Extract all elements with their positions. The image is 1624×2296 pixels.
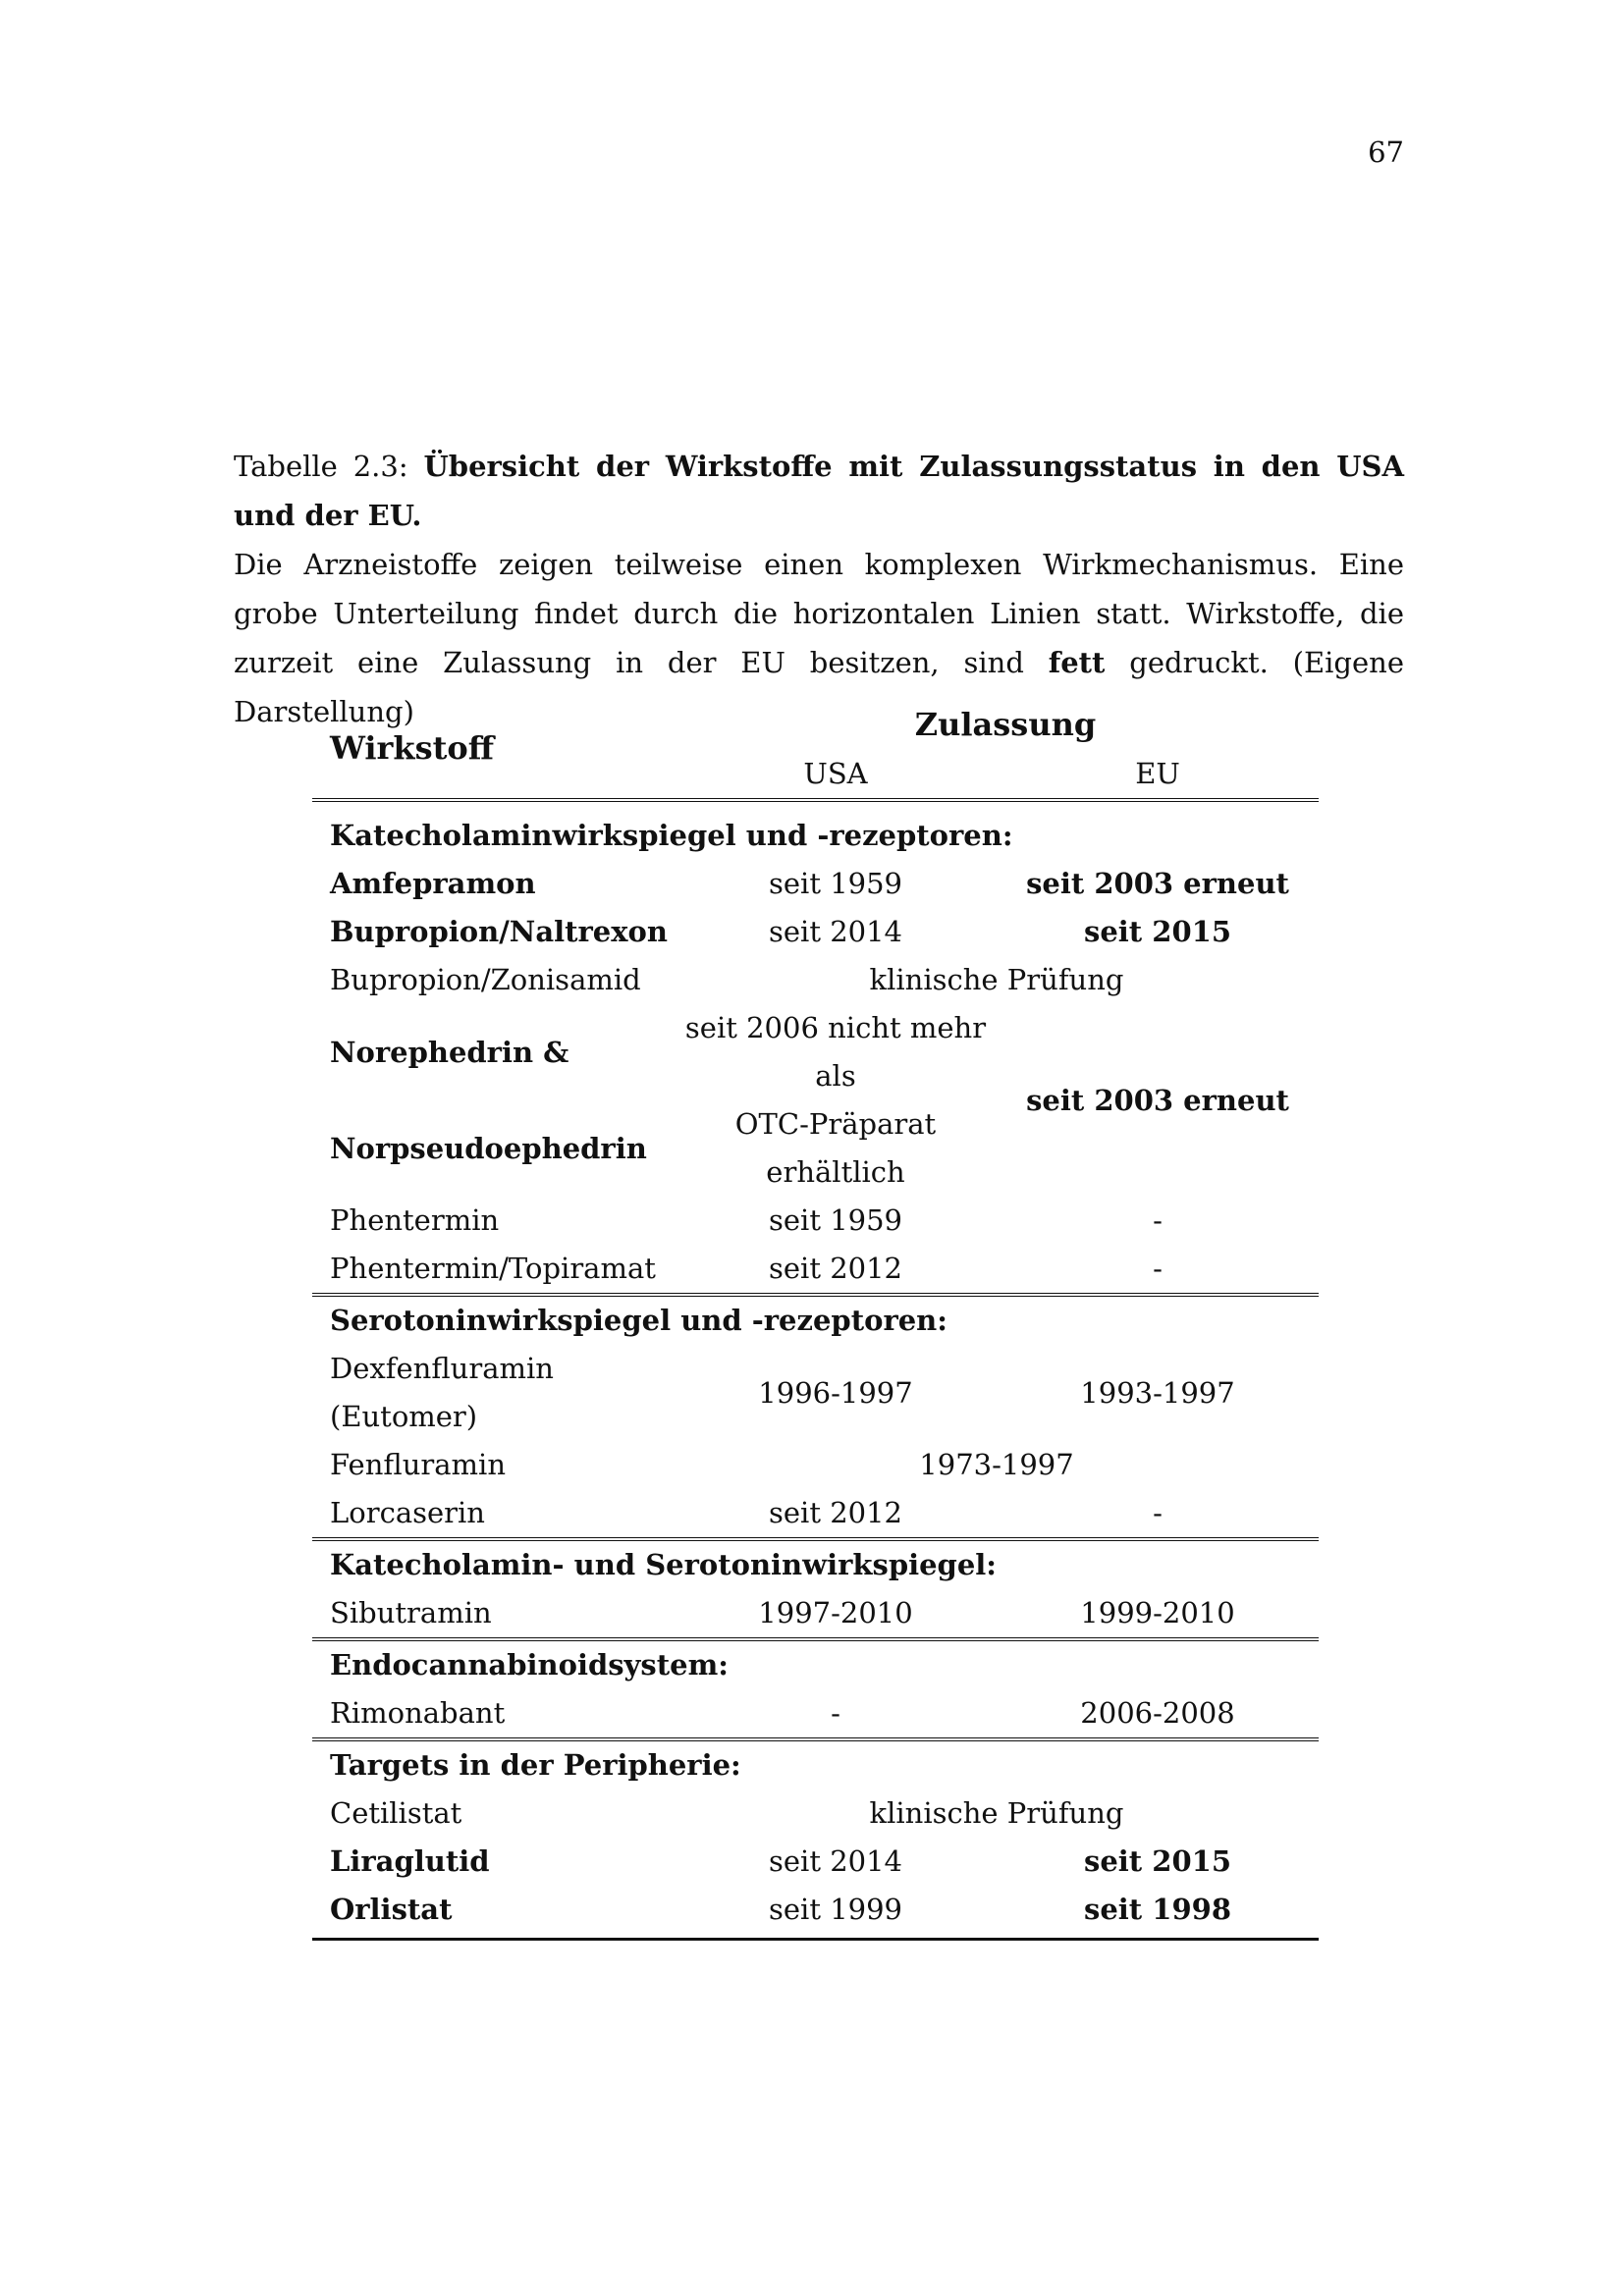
- table-row: [312, 908, 1319, 956]
- caption-text-part1: Die Arzneistoffe zeigen teilweise einen komplexen Wirkmechanismus. Eine grobe Unterteilung findet durch die horizontalen Linien statt. Wirkstoffe, die zurzeit eine Zulassung in der EU besitzen, sind: [234, 548, 1404, 679]
- merged-status: klinische Prüfung: [869, 963, 1124, 996]
- caption-text-bold: fett: [1048, 646, 1106, 679]
- table-row: [312, 1789, 1319, 1838]
- substance-name: Fenfluramin: [330, 1448, 506, 1481]
- header-approval: Zulassung: [914, 706, 1097, 743]
- usa-status: 1997-2010: [758, 1596, 913, 1629]
- eu-status: seit 2003 erneut: [1026, 867, 1289, 900]
- table-row: [312, 1838, 1319, 1886]
- header-substance: Wirkstoff: [330, 729, 494, 767]
- substance-name: Phentermin/Topiramat: [330, 1252, 656, 1285]
- eu-status: seit 2015: [1084, 1844, 1231, 1878]
- substance-name: Amfepramon: [330, 867, 536, 900]
- eu-status: -: [1153, 1252, 1163, 1285]
- usa-status: seit 2012: [769, 1496, 902, 1529]
- section-header-row: [312, 1539, 1319, 1589]
- section-title: Endocannabinoidsystem:: [312, 1639, 1319, 1689]
- section-header-row: [312, 1295, 1319, 1345]
- eu-status: 1999-2010: [1080, 1596, 1235, 1629]
- substance-name: Rimonabant: [330, 1696, 506, 1730]
- approval-table: [312, 699, 1319, 1941]
- usa-status: seit 1999: [675, 1886, 997, 1940]
- table-row: [312, 1441, 1319, 1489]
- merged-status: 1973-1997: [919, 1448, 1074, 1481]
- caption-text-part2: gedruckt. (Eigene Darstellung): [234, 646, 1404, 728]
- caption-title: Übersicht der Wirkstoffe mit Zulassungsstatus in den USA und der EU.: [234, 450, 1404, 532]
- eu-status: -: [1153, 1496, 1163, 1529]
- substance-name: Dexfenfluramin (Eutomer): [330, 1352, 554, 1433]
- substance-name: Lorcaserin: [330, 1496, 485, 1529]
- approval-table-container: [312, 699, 1319, 1941]
- section-header-row: [312, 1639, 1319, 1689]
- table-row: [312, 1245, 1319, 1295]
- table-row: [312, 1589, 1319, 1639]
- usa-status-line2: OTC-Präparat erhältlich: [734, 1107, 937, 1189]
- table-row: [312, 956, 1319, 1004]
- eu-status: 2006-2008: [1080, 1696, 1235, 1730]
- eu-status: -: [1153, 1203, 1163, 1237]
- substance-name-line1: Norephedrin &: [330, 1035, 569, 1069]
- eu-status: 1993-1997: [1080, 1375, 1235, 1410]
- eu-status: seit 1998: [997, 1886, 1319, 1940]
- eu-status: seit 2015: [1084, 915, 1231, 948]
- section-title: Targets in der Peripherie:: [312, 1739, 1319, 1789]
- table-row: [312, 1489, 1319, 1539]
- usa-status-line1: seit 2006 nicht mehr als: [684, 1011, 987, 1093]
- usa-status: -: [831, 1696, 840, 1730]
- usa-status: seit 2012: [769, 1252, 902, 1285]
- section-title: Katecholamin- und Serotoninwirkspiegel:: [312, 1539, 1319, 1589]
- table-row: [312, 1197, 1319, 1245]
- table-caption: [234, 442, 1404, 736]
- substance-name: Orlistat: [312, 1886, 675, 1940]
- table-row: [312, 1345, 1319, 1441]
- substance-name: Cetilistat: [330, 1796, 462, 1830]
- section-title: Serotoninwirkspiegel und -rezeptoren:: [312, 1295, 1319, 1345]
- caption-prefix: Tabelle 2.3:: [234, 450, 424, 483]
- merged-status: klinische Prüfung: [869, 1796, 1124, 1830]
- usa-status: seit 1959: [769, 867, 902, 900]
- usa-status: seit 1959: [769, 1203, 902, 1237]
- header-eu: EU: [1135, 757, 1180, 790]
- usa-status: seit 2014: [769, 915, 902, 948]
- section-title: Katecholaminwirkspiegel und -rezeptoren:: [312, 800, 1319, 860]
- header-usa: USA: [803, 757, 868, 790]
- table-row: [312, 1004, 1319, 1100]
- section-header-row: [312, 1739, 1319, 1789]
- substance-name: Liraglutid: [330, 1844, 490, 1878]
- substance-name-line2: Norpseudoephedrin: [330, 1131, 647, 1165]
- substance-name: Bupropion/Zonisamid: [330, 963, 641, 996]
- substance-name: Sibutramin: [330, 1596, 492, 1629]
- table-row: [312, 1689, 1319, 1739]
- eu-status: seit 2003 erneut: [1026, 1083, 1289, 1117]
- table-header: [312, 699, 1319, 800]
- table-row: [312, 1886, 1319, 1940]
- usa-status: 1996-1997: [758, 1375, 913, 1410]
- section-header-row: [312, 800, 1319, 860]
- substance-name: Bupropion/Naltrexon: [330, 915, 668, 948]
- table-row: [312, 860, 1319, 908]
- page-number: 67: [1368, 135, 1404, 169]
- usa-status: seit 2014: [769, 1844, 902, 1878]
- substance-name: Phentermin: [330, 1203, 500, 1237]
